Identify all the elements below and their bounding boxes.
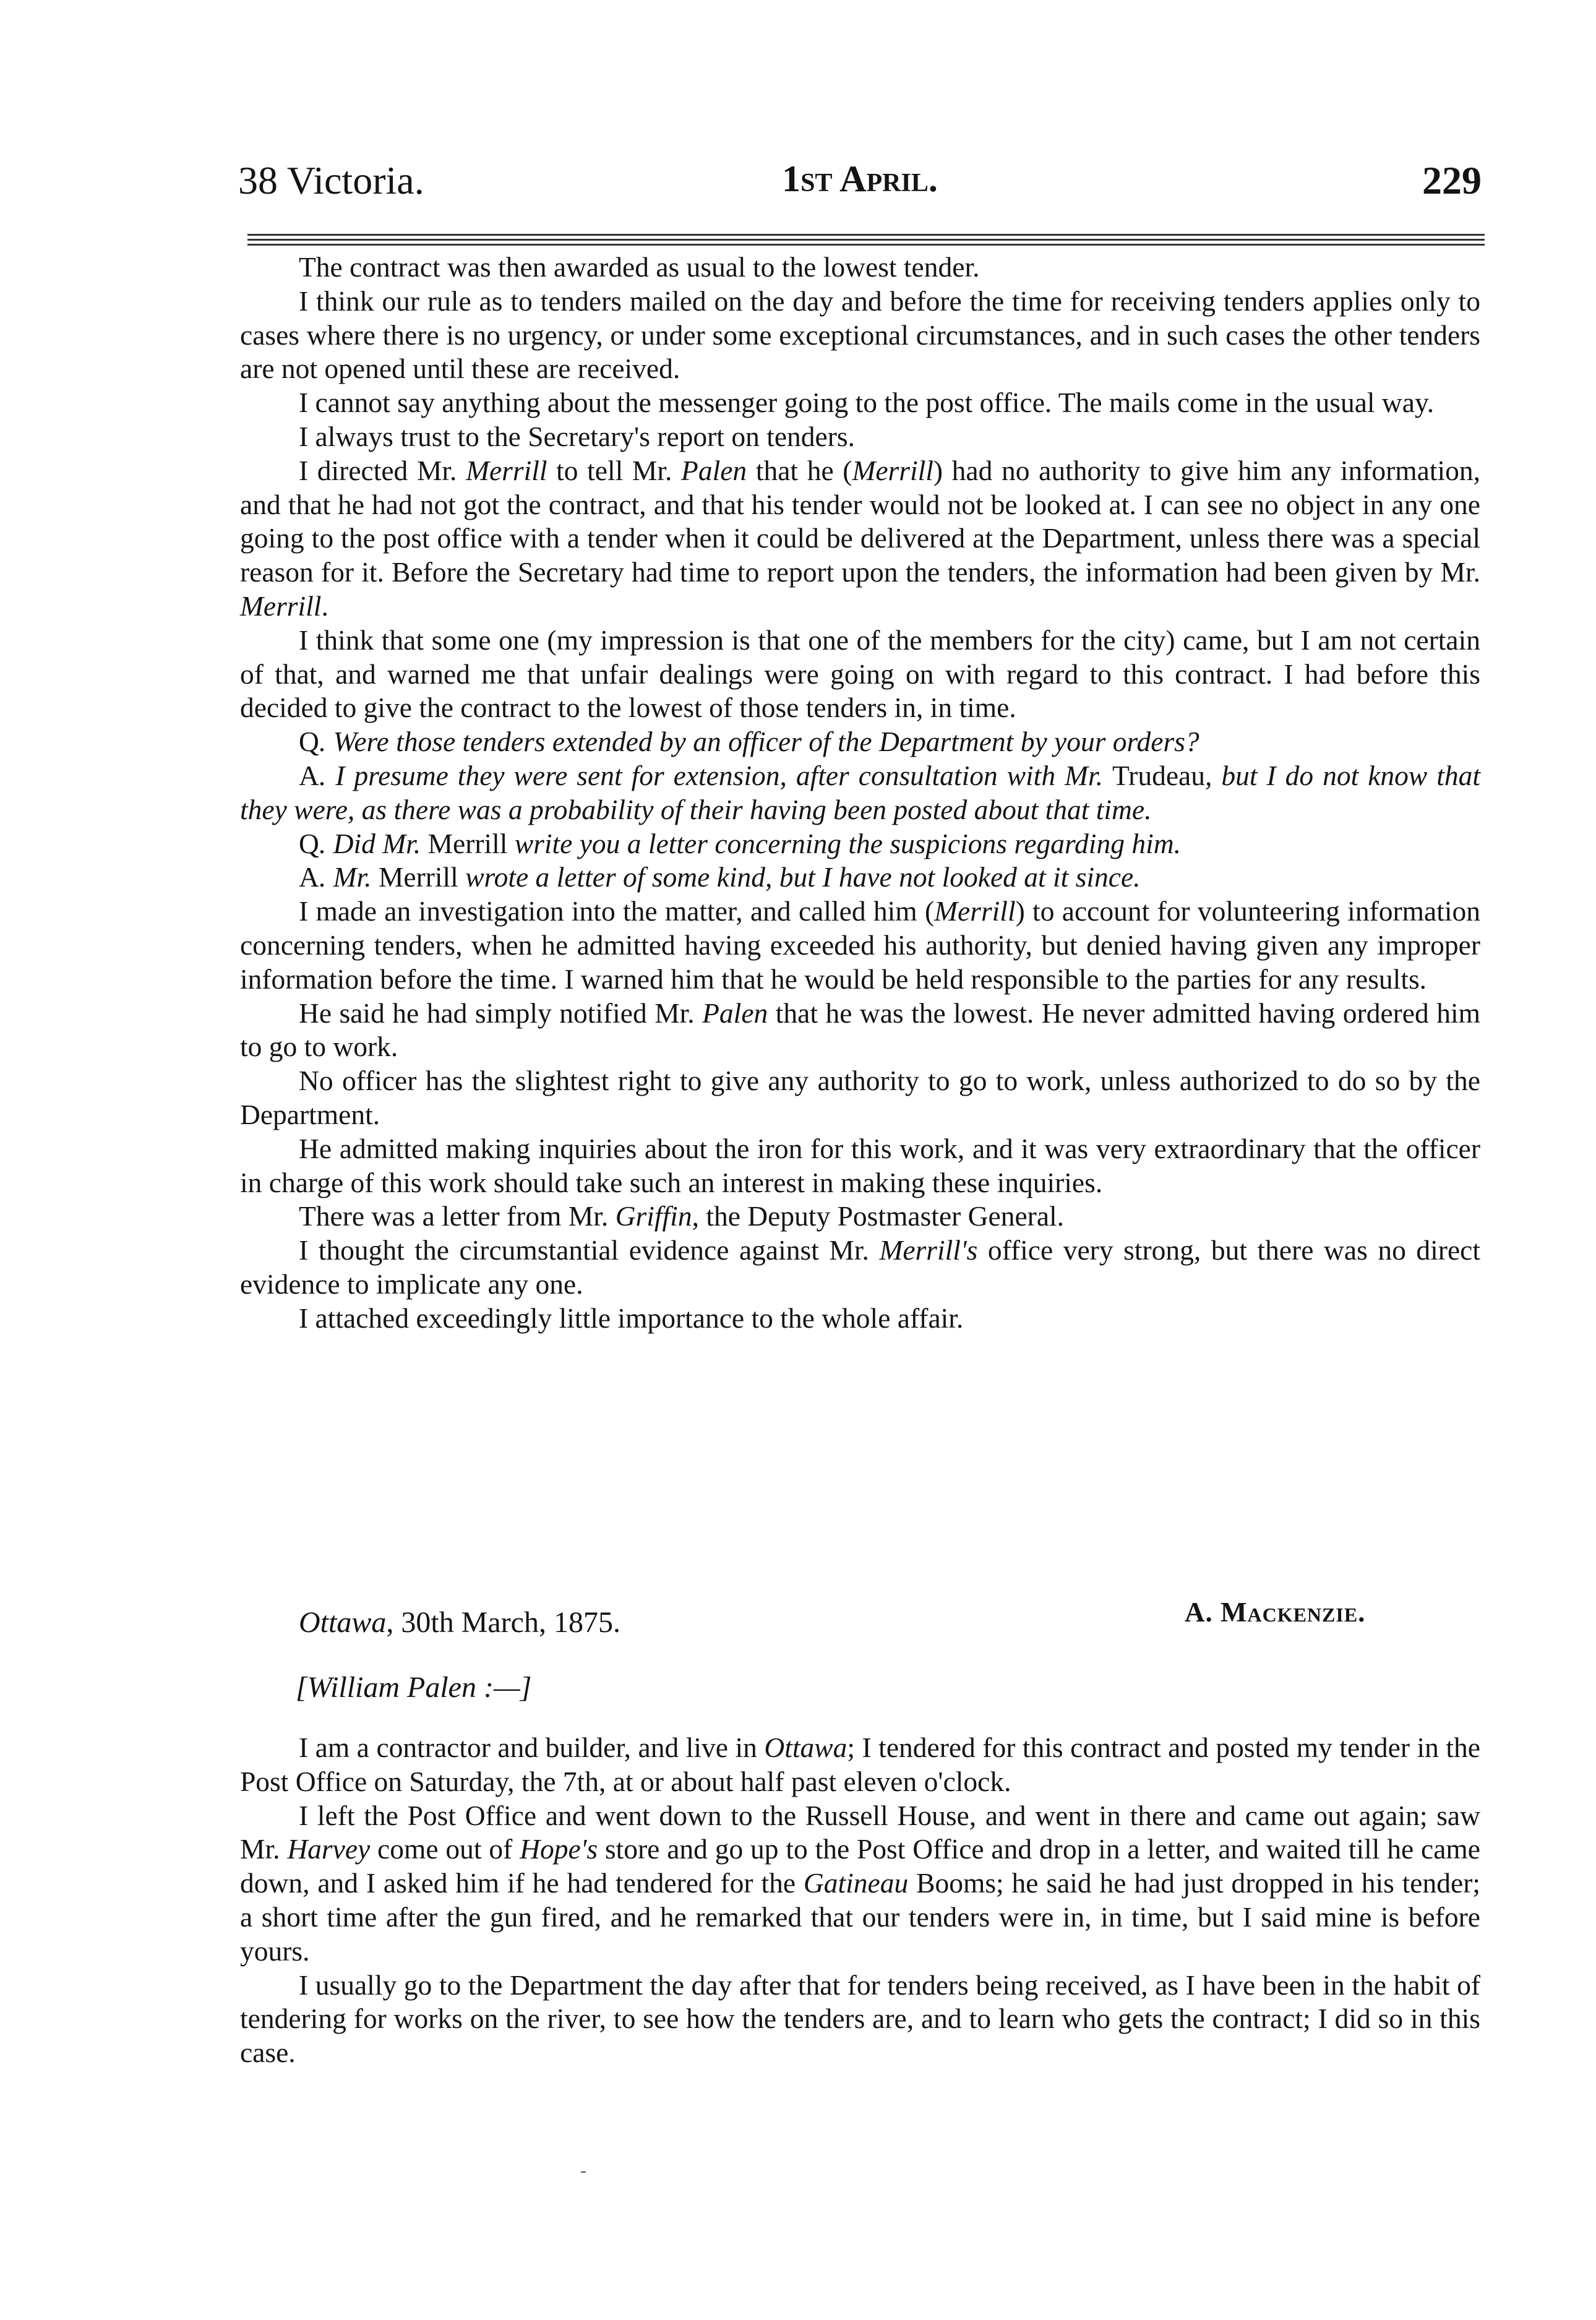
paragraph xyxy=(240,1302,1480,1336)
italic-text: wrote a letter of some kind, but I have not looked at it since. xyxy=(458,861,1141,893)
running-header xyxy=(238,158,1482,213)
italic-text: Palen xyxy=(702,997,768,1029)
paragraph xyxy=(240,285,1480,386)
testimony-mackenzie xyxy=(240,251,1480,1336)
text-run: ) had no authority to give him any information, and that he had not got the contract, and that his tender would not be looked at. I can see no object in any one going to the post office with a tender when it could be delivered at the Department, unless there was a special reason for it. Before the Secretary had time to report upon the tenders, the information had been given by Mr. xyxy=(240,454,1480,588)
italic-text: Merrill xyxy=(466,454,547,486)
text-run: . xyxy=(321,590,328,622)
text-run: store and go up to the Post Office and drop in a letter, and waited till he came down, and I asked him if he had tendered for the xyxy=(240,1833,1480,1899)
dateline-date: , 30th March, 1875. xyxy=(386,1606,620,1639)
text-run: He said he had simply notified Mr. xyxy=(299,997,703,1029)
text-run: I attached exceedingly little importance to the whole affair. xyxy=(299,1302,964,1334)
text-run: I thought the circumstantial evidence against Mr. xyxy=(299,1234,880,1266)
text-run: I think that some one (my impression is that one of the members for the city) came, but I am not certain of that, and warned me that unfair dealings were going on with regard to this contract. I had before this decided to give the contract to the lowest of those tenders in, in time. xyxy=(240,624,1480,724)
paragraph xyxy=(240,251,1480,285)
text-run: that he was the lowest. He never admitted having ordered him to go to work. xyxy=(240,997,1480,1063)
italic-text: Merrill xyxy=(852,454,933,486)
text-run: There was a letter from Mr. xyxy=(299,1200,616,1232)
text-run: I directed Mr. xyxy=(299,454,466,486)
text-run: I am a contractor and builder, and live in xyxy=(299,1732,765,1763)
paragraph xyxy=(240,454,1480,624)
italic-text: Palen xyxy=(681,454,747,486)
italic-text: . Were those tenders extended by an officer of the Department by your orders? xyxy=(319,726,1199,758)
text-run: Merrill xyxy=(427,827,508,859)
text-run: A xyxy=(299,861,319,893)
paragraph xyxy=(240,997,1480,1065)
paragraph xyxy=(240,1234,1480,1302)
paragraph xyxy=(240,624,1480,725)
paragraph xyxy=(240,1799,1480,1969)
italic-text: Hope's xyxy=(520,1833,598,1865)
paragraph xyxy=(240,895,1480,996)
text-run: I made an investigation into the matter, and called him ( xyxy=(299,895,935,927)
header-rule-middle xyxy=(247,239,1485,241)
text-run: I always trust to the Secretary's report on tenders. xyxy=(299,420,855,452)
italic-text: Merrill xyxy=(240,590,322,622)
page-number: 229 xyxy=(1422,158,1482,202)
paragraph xyxy=(240,1132,1480,1200)
testimony-palen xyxy=(240,1731,1480,2070)
paragraph xyxy=(240,420,1480,454)
italic-text: Griffin xyxy=(615,1200,692,1232)
text-run: come out of xyxy=(370,1833,520,1865)
signature: A. Mackenzie. xyxy=(1185,1597,1366,1628)
paragraph xyxy=(240,1200,1480,1234)
header-session: 38 Victoria. xyxy=(238,158,424,202)
italic-text: Gatineau xyxy=(803,1867,909,1899)
paragraph xyxy=(240,759,1480,827)
paragraph xyxy=(240,725,1480,759)
italic-text: . Mr. xyxy=(319,861,379,893)
text-run: to tell Mr. xyxy=(547,454,682,486)
paragraph xyxy=(240,1064,1480,1132)
witness-heading: [William Palen :—] xyxy=(296,1671,532,1704)
text-run: A xyxy=(299,759,319,791)
italic-text: Merrill xyxy=(934,895,1016,927)
text-run: ; I tendered for this contract and posted my tender in the Post Office on Saturday, the 7th, at or about half past eleven o'clock. xyxy=(240,1732,1480,1797)
italic-text: Merrill's xyxy=(879,1234,978,1266)
header-rule-top xyxy=(247,234,1485,236)
paragraph xyxy=(240,827,1480,861)
text-run: No officer has the slightest right to give any authority to go to work, unless authorized to do so by the Department. xyxy=(240,1065,1480,1130)
footer-mark: - xyxy=(580,2160,586,2181)
italic-text: Harvey xyxy=(287,1833,371,1865)
italic-text: . I presume they were sent for extension, after consultation with Mr. xyxy=(319,759,1112,791)
text-run: I usually go to the Department the day after that for tenders being received, as I have been in the habit of tendering for works on the river, to see how the tenders are, and to learn who gets the contract; I did so in this case. xyxy=(240,1969,1480,2069)
text-run: The contract was then awarded as usual to the lowest tender. xyxy=(299,251,980,283)
italic-text: write you a letter concerning the suspicions regarding him. xyxy=(507,827,1181,859)
text-run: Merrill xyxy=(378,861,458,893)
text-run: ) to account for volunteering information concerning tenders, when he admitted having exceeded his authority, but denied having given any improper information before the time. I warned him that he would be held responsible to the parties for any results. xyxy=(240,895,1480,995)
italic-text: Ottawa xyxy=(764,1732,847,1763)
header-date: 1st April. xyxy=(782,158,938,199)
text-run: I think our rule as to tenders mailed on the day and before the time for receiving tenders applies only to cases where there is no urgency, or under some exceptional circumstances, and in such cases the other tenders are not opened until these are received. xyxy=(240,285,1480,385)
italic-text: , but I do not know that they were, as there was a probability of their having been posted about that time. xyxy=(240,759,1481,825)
text-run: Booms; he said he had just dropped in his tender; a short time after the gun fired, and he remarked that our tenders were in, in time, but I said mine is before yours. xyxy=(240,1867,1480,1967)
text-run: that he ( xyxy=(747,454,852,486)
text-run: I left the Post Office and went down to the Russell House, and went in there and came out again; saw Mr. xyxy=(240,1799,1480,1865)
paragraph xyxy=(240,1731,1480,1799)
paragraph xyxy=(240,1969,1480,2070)
italic-text: . Did Mr. xyxy=(319,827,428,859)
text-run: He admitted making inquiries about the iron for this work, and it was very extraordinary that the officer in charge of this work should take such an interest in making these inquiries. xyxy=(240,1132,1480,1198)
dateline-place: Ottawa xyxy=(299,1606,387,1639)
text-run: I cannot say anything about the messenger going to the post office. The mails come in the usual way. xyxy=(299,387,1435,419)
dateline xyxy=(299,1605,620,1639)
text-run: , the Deputy Postmaster General. xyxy=(692,1200,1065,1232)
text-run: Trudeau xyxy=(1112,759,1205,791)
paragraph xyxy=(240,861,1480,895)
text-run: office very strong, but there was no direct evidence to implicate any one. xyxy=(240,1234,1480,1300)
text-run: Q xyxy=(299,726,319,758)
paragraph xyxy=(240,386,1480,420)
text-run: Q xyxy=(299,827,319,859)
header-rule-bottom xyxy=(247,244,1485,246)
